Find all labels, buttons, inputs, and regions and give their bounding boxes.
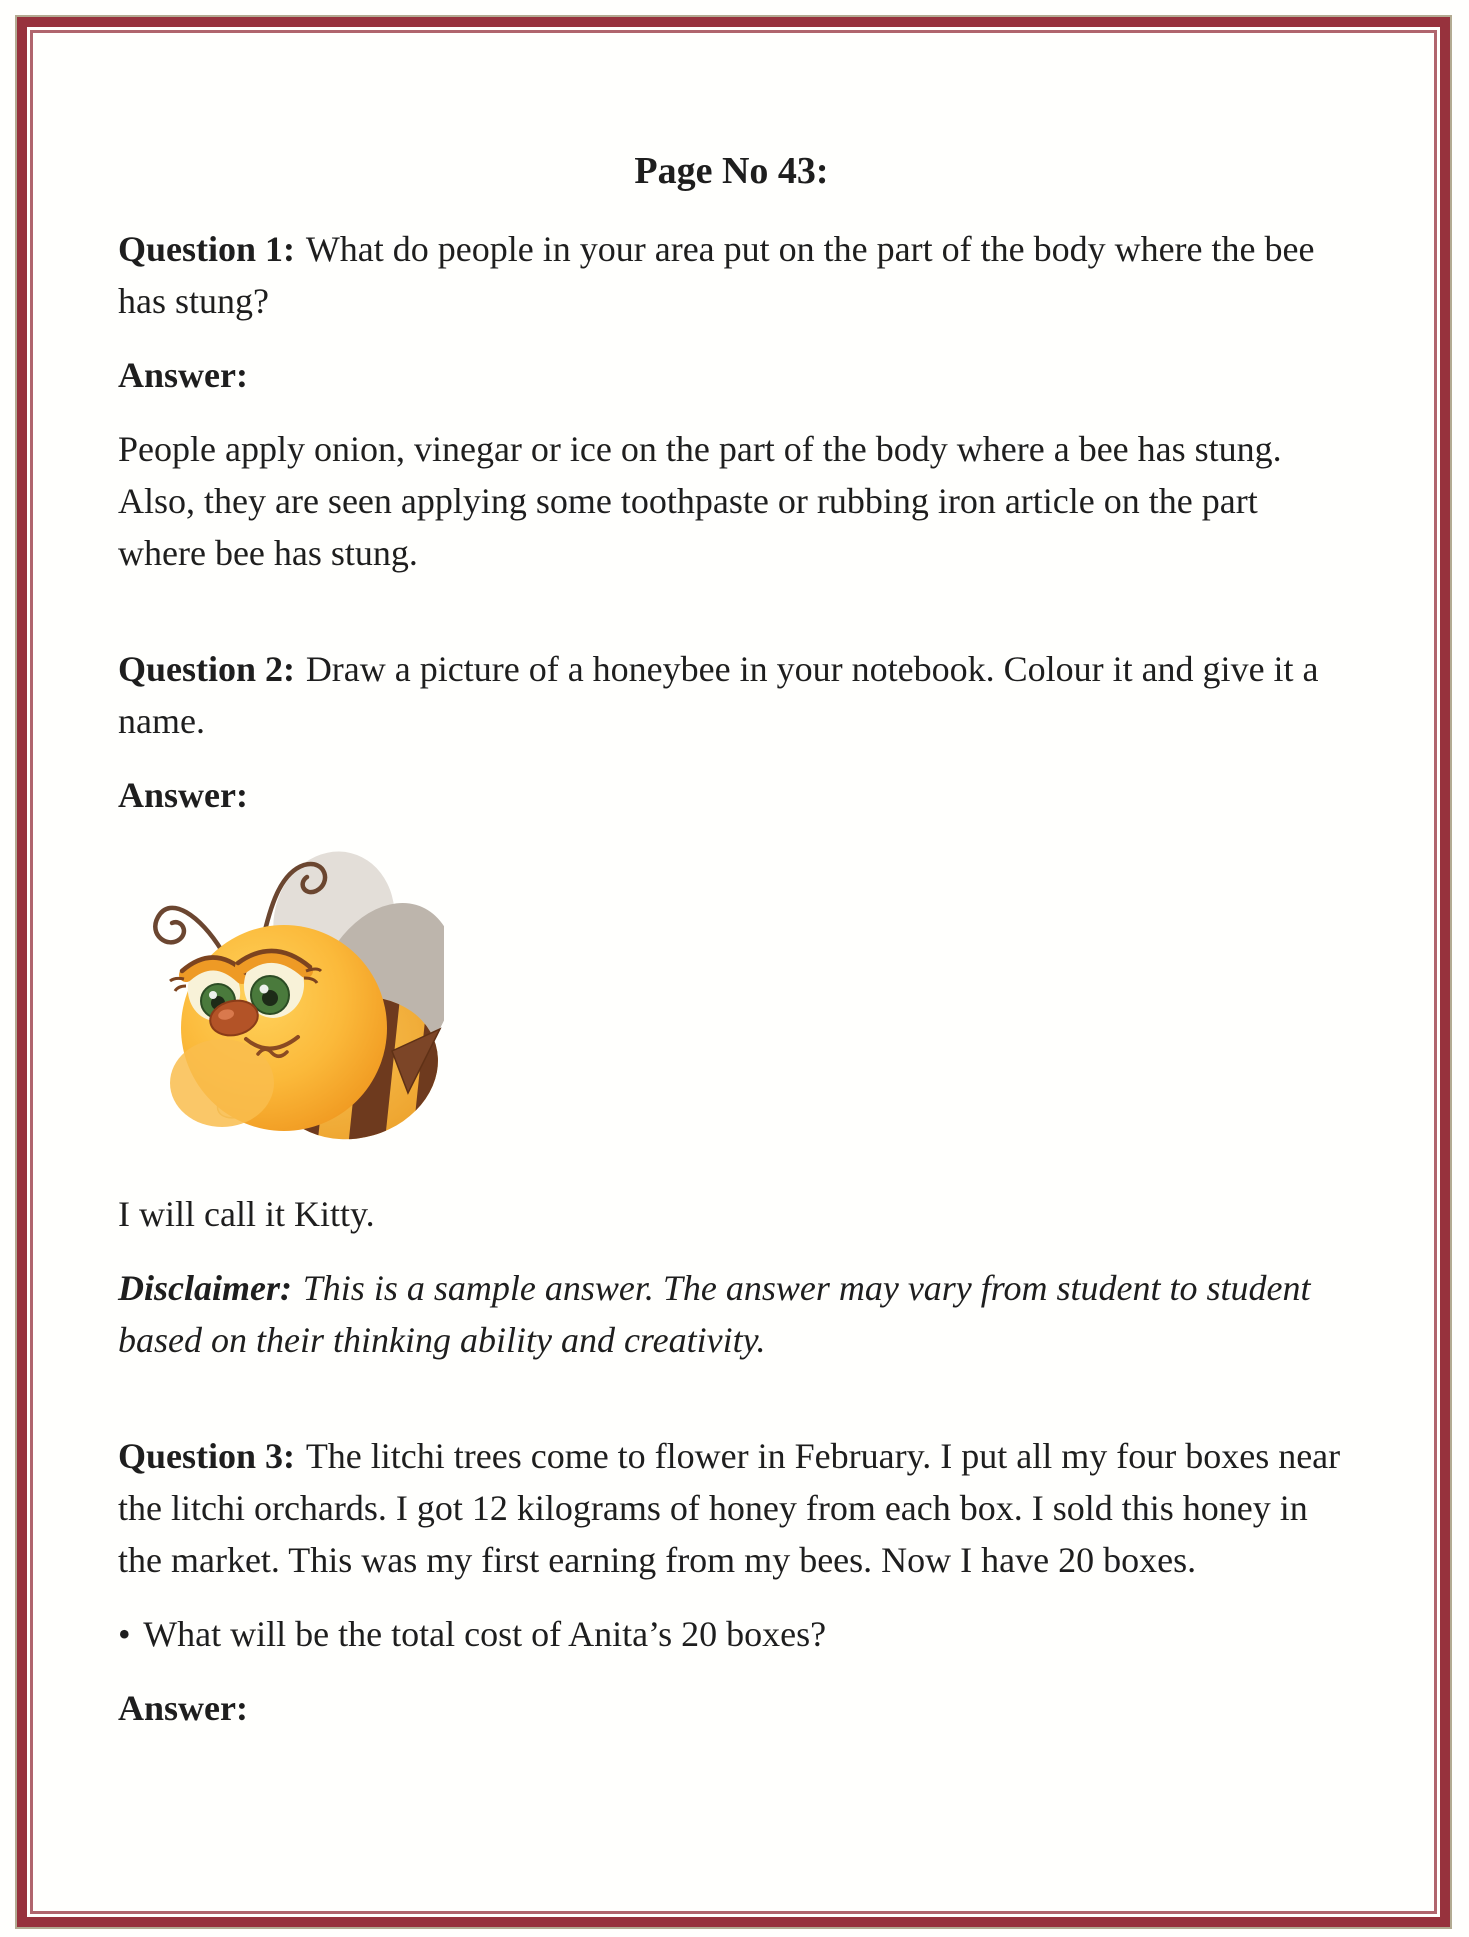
question-1-answer-text: People apply onion, vinegar or ice on the part of the body where a bee has stung. Also, they are seen applying some toothpaste or rubbing iron article on the part where bee has stung. xyxy=(118,429,1282,573)
question-3 xyxy=(118,1430,1345,1586)
question-1-text: What do people in your area put on the part of the body where the bee has stung? xyxy=(118,229,1315,321)
question-2-text: Draw a picture of a honeybee in your notebook. Colour it and give it a name. xyxy=(118,649,1319,741)
disclaimer-label: Disclaimer: xyxy=(118,1268,292,1308)
question-2-answer-heading xyxy=(118,769,1345,821)
question-3-label: Question 3: xyxy=(118,1436,296,1476)
bullet-icon: • xyxy=(118,1614,131,1654)
question-2-answer-text: I will call it Kitty. xyxy=(118,1194,375,1234)
question-3-answer-label: Answer: xyxy=(118,1688,248,1728)
question-1-answer-label: Answer: xyxy=(118,355,248,395)
question-3-answer-heading xyxy=(118,1682,1345,1734)
honeybee-cartoon-svg xyxy=(134,843,444,1158)
worksheet-page-content xyxy=(33,33,1434,1904)
disclaimer-text: This is a sample answer. The answer may vary from student to student based on their thinking ability and creativity. xyxy=(118,1268,1311,1360)
disclaimer xyxy=(118,1262,1345,1366)
question-3-bullet xyxy=(118,1608,1345,1660)
question-2-answer-label: Answer: xyxy=(118,775,248,815)
question-2-label: Question 2: xyxy=(118,649,296,689)
page-title: Page No 43: xyxy=(634,150,829,192)
question-1-label: Question 1: xyxy=(118,229,296,269)
question-3-bullet-text: What will be the total cost of Anita’s 20 boxes? xyxy=(143,1614,827,1654)
question-1 xyxy=(118,223,1345,327)
question-1-answer-heading xyxy=(118,349,1345,401)
question-2 xyxy=(118,643,1345,747)
honeybee-illustration xyxy=(134,843,444,1158)
question-3-text: The litchi trees come to flower in February. I put all my four boxes near the litchi orchards. I got 12 kilograms of honey from each box. I sold this honey in the market. This was my first earning from my bees. Now I have 20 boxes. xyxy=(118,1436,1341,1580)
